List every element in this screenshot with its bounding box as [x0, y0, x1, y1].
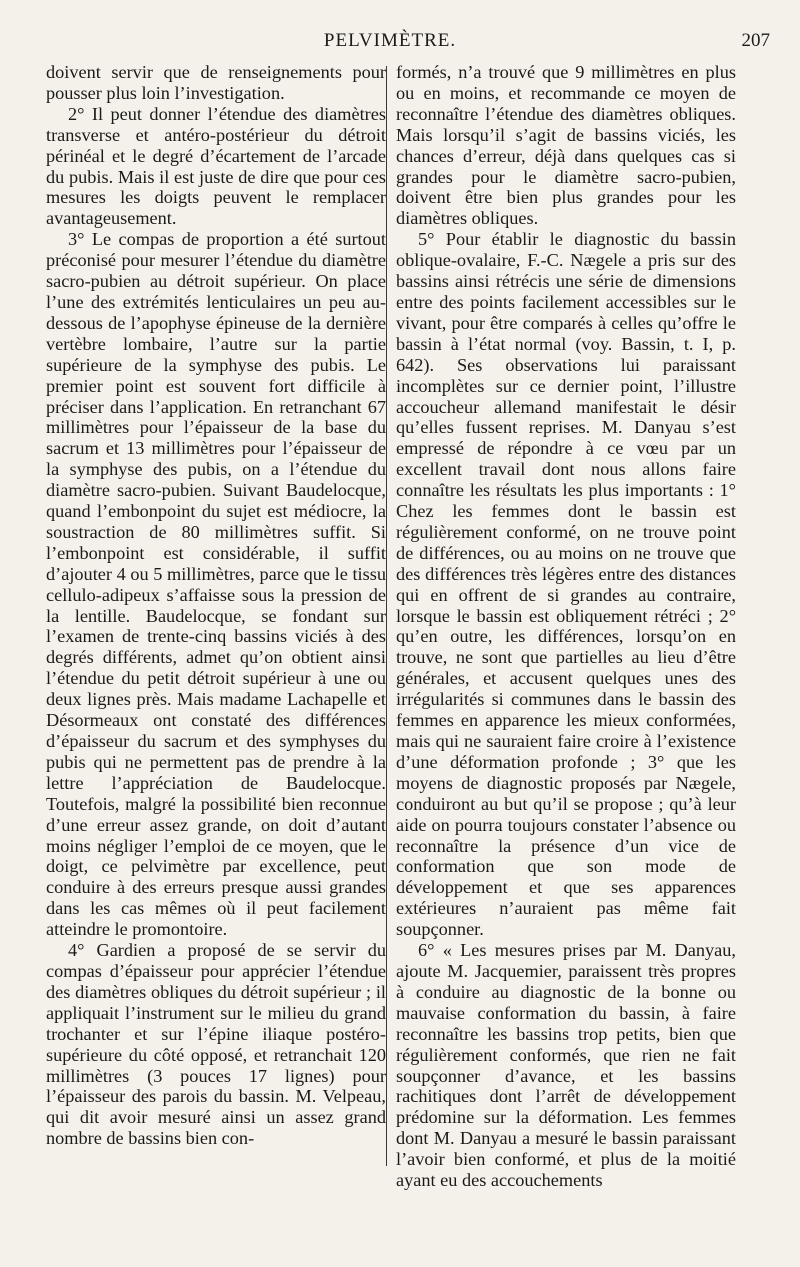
running-title: PELVIMÈTRE. — [323, 30, 457, 51]
paragraph: doivent servir que de renseignements pour pousser plus loin l’investigation. — [46, 62, 386, 103]
paragraph: 5° Pour établir le diagnostic du bassin oblique-ovalaire, F.-C. Nægele a pris sur des bassins ainsi rétrécis une série de dimensions entre des points facilement accessibles sur le vivant, pour être comparés à celles qu’offre le bassin à l’état normal (voy. Bassin, t. I, p. 642). Ses observations lui paraissant incomplètes sur ce dernier point, l’illustre accoucheur allemand manifestait le désir qu’elles fussent reprises. M. Danyau s’est empressé de répondre à ce vœu par un excellent travail dont nous allons faire connaître les résultats les plus importants : 1° Chez les femmes dont le bassin est régulièrement conformé, on ne trouve point de différences, ou au moins on ne trouve que des différences très légères entre des distances qui en offrent de si grandes au contraire, lorsque le bassin est obliquement rétréci ; 2° qu’en outre, les différences, lorsqu’on en trouve, ne sont que partielles au lieu d’être générales, et accusent quelques unes des irrégularités si communes dans le bassin des femmes en apparence les mieux conformées, mais qui ne sauraient faire croire à l’existence d’une déformation profonde ; 3° que les moyens de diagnostic proposés par Nægele, conduiront au but qu’il se propose ; qu’à leur aide on pourra toujours constater l’absence ou reconnaître la présence d’un vice de conformation que son mode de développement et que ses apparences extérieures n’auraient pas même fait soupçonner. — [396, 229, 736, 940]
paragraph: 3° Le compas de proportion a été surtout préconisé pour mesurer l’étendue du diamètre sacro-pubien au détroit supérieur. On place l’une des extrémités lenticulaires un peu au-dessous de l’apophyse épineuse de la dernière vertèbre lombaire, l’autre sur la partie supérieure de la symphyse des pubis. Le premier point est souvent fort difficile à préciser dans l’application. En retranchant 67 millimètres pour l’épaisseur de la base du sacrum et 13 millimètres pour l’épaisseur de la symphyse des pubis, on a l’étendue du diamètre sacro-pubien. Suivant Baudelocque, quand l’embonpoint du sujet est médiocre, la soustraction de 80 millimètres suffit. Si l’embonpoint est considérable, il suffit d’ajouter 4 ou 5 millimètres, parce que le tissu cellulo-adipeux s’affaisse sous la pression de la lentille. Baudelocque, se fondant sur l’examen de trente-cinq bassins viciés à des degrés différents, admet qu’on obtient ainsi l’étendue du petit détroit supérieur à une ou deux lignes près. Mais madame Lachapelle et Désormeaux ont constaté des différences d’épaisseur du sacrum et des symphyses du pubis qui ne permettent pas de prendre à la lettre l’appréciation de Baudelocque. Toutefois, malgré la possibilité bien reconnue d’une erreur assez grande, on doit d’autant moins négliger l’emploi de ce moyen, que le doigt, ce pelvimètre par excellence, peut conduire à des erreurs presque aussi grandes dans les cas mêmes où il peut facilement atteindre le promontoire. — [46, 229, 386, 940]
column-divider — [386, 66, 387, 1166]
left-column — [46, 62, 386, 1149]
page-header — [40, 30, 770, 58]
right-column — [396, 62, 736, 1191]
paragraph: 6° « Les mesures prises par M. Danyau, ajoute M. Jacquemier, paraissent très propres à conduire au diagnostic de la bonne ou mauvaise conformation du bassin, à faire reconnaître les bassins trop petits, bien que régulièrement conformés, que rien ne fait soupçonner d’avance, et les bassins rachitiques dont l’arrêt de développement prédomine sur la déformation. Les femmes dont M. Danyau a mesuré le bassin paraissant l’avoir bien conformé, et plus de la moitié ayant eu des accouchements — [396, 940, 736, 1191]
page-number: 207 — [741, 30, 770, 51]
paragraph: 4° Gardien a proposé de se servir du compas d’épaisseur pour apprécier l’étendue des diamètres obliques du détroit supérieur ; il appliquait l’instrument sur le milieu du grand trochanter et sur l’épine iliaque postéro-supérieure du côté opposé, et retranchait 120 millimètres (3 pouces 17 lignes) pour l’épaisseur des parois du bassin. M. Velpeau, qui dit avoir mesuré ainsi un assez grand nombre de bassins bien con- — [46, 940, 386, 1149]
paragraph: 2° Il peut donner l’étendue des diamètres transverse et antéro-postérieur du détroit périnéal et le degré d’écartement de l’arcade du pubis. Mais il est juste de dire que pour ces mesures les doigts peuvent le remplacer avantageusement. — [46, 103, 386, 229]
paragraph: formés, n’a trouvé que 9 millimètres en plus ou en moins, et recommande ce moyen de reconnaître l’étendue des diamètres obliques. Mais lorsqu’il s’agit de bassins viciés, les chances d’erreur, déjà dans quelques cas si grandes pour le diamètre sacro-pubien, doivent être bien plus grandes pour les diamètres obliques. — [396, 62, 736, 229]
